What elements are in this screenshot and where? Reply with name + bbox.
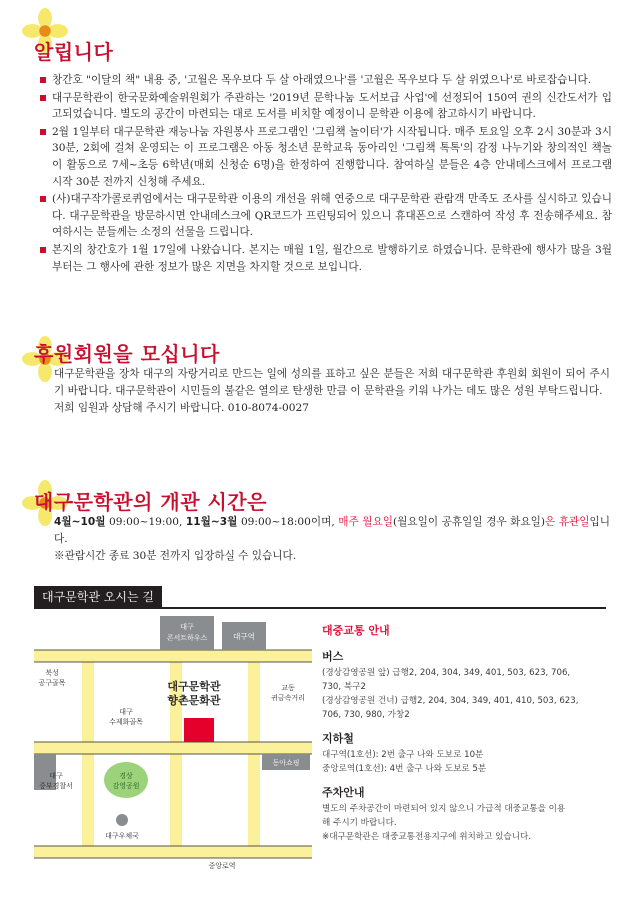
svg-text:수제화골목: 수제화골목 — [109, 718, 143, 726]
park-shape — [104, 762, 148, 798]
post-office-icon — [116, 814, 128, 826]
daegu-station-label: 대구역 — [233, 632, 255, 641]
bullet-icon — [40, 247, 46, 253]
park-label: 경상 — [119, 772, 133, 780]
target-label-1: 대구문학관 — [167, 680, 221, 693]
hours-title: 대구문학관의 개관 시간은 — [34, 490, 267, 514]
svg-text:공구골목: 공구골목 — [38, 679, 66, 687]
transit-info: 대중교통 안내 버스 (경상감영공원 앞) 급행2, 204, 304, 349, 401, 503, 623, 706, 730, 북구2 (경상감영공원 건너) 급행2, 204, 304, 349, 401, 410, 503, 623, 706, 730, 980, 가창2 지하철 대구역(1호선): 2번 출구 나와 도보로 10분 중앙로역(1호선): 4번 출구 나와 도보로 5분 주차안내 별도의 주차공간이 마련되어 있지 않으니 가급적 대중교통을 이용 해 주시기 바랍니다. ※대구문학관은 대중교통전용지구에 위치하고 있습니다. — [322, 622, 612, 844]
transit-title: 대중교통 안내 — [322, 624, 390, 637]
bullet-icon — [40, 95, 46, 101]
location-map — [34, 614, 312, 874]
concert-hall-box — [160, 616, 214, 650]
post-office-label: 대구우체국 — [105, 832, 139, 840]
svg-text:콘서트하우스: 콘서트하우스 — [166, 634, 208, 642]
members-contact: 저희 임원과 상담해 주시기 바랍니다. 010-8074-0027 — [54, 401, 310, 414]
hours-note: ※관람시간 종료 30분 전까지 입장하실 수 있습니다. — [54, 549, 297, 562]
directions-title: 대구문학관 오시는 길 — [34, 586, 162, 608]
list-item: (사)대구작가콜로퀴엄에서는 대구문학관 이용의 개선을 위해 연중으로 대구문학관 관람객 만족도 조사를 실시하고 있습니다. 대구문학관을 방문하시면 안내데스크에 QR코드가 프린팅되어 있으니 휴대폰으로 스캔하여 작성 후 전송해주세요. 참여하시는 분들께는 소정의 선물을 드립니다. — [40, 191, 612, 241]
sewing-label: 대구 — [119, 708, 133, 716]
svg-text:중부경찰서: 중부경찰서 — [39, 782, 73, 790]
svg-text:감영공원: 감영공원 — [112, 782, 140, 790]
list-item: 대구문학관이 한국문화예술위원회가 주관하는 '2019년 문학나눔 도서보급 사업'에 선정되어 150여 권의 신간도서가 입고되었습니다. 별도의 공간이 마련되는 대로 도서를 비치할 예정이니 문학관 이용에 참고하시기 바랍니다. — [40, 90, 612, 123]
members-body: 대구문학관을 장차 대구의 자랑거리로 만드는 일에 성의를 표하고 싶은 분들은 저희 대구문학관 후원회 회원이 되어 주시기 바랍니다. 대구문학관이 시민들의 불같은 열의로 탄생한 만큼 이 문학관을 키워 나가는 데도 많은 성원 부탁드립니다. 저희 임원과 상담해 주시기 바랍니다. 010-8074-0027 — [54, 368, 610, 414]
parking-title: 주차안내 — [322, 786, 365, 799]
bullet-icon — [40, 196, 46, 202]
bullet-icon — [40, 129, 46, 135]
dongah-label: 동아쇼핑 — [272, 759, 300, 767]
jewelry-label: 교동 — [281, 684, 295, 692]
divider — [34, 607, 606, 609]
police-label: 대구 — [49, 772, 63, 780]
bukseong-label: 북성 — [45, 669, 59, 677]
jungang-label: 중앙로역 — [208, 862, 236, 870]
subway-title: 지하철 — [322, 732, 354, 745]
bus-title: 버스 — [322, 650, 344, 663]
notice-title: 알립니다 — [34, 40, 114, 64]
hours-body: 4월~10월 09:00~19:00, 11월~3월 09:00~18:00이며, 매주 월요일(월요일이 공휴일일 경우 화요일)은 휴관일입니다. ※관람시간 종료 30분 전까지 입장하실 수 있습니다. — [54, 516, 610, 562]
target-marker — [184, 718, 214, 742]
notice-list — [40, 72, 612, 276]
list-item: 2월 1일부터 대구문학관 재능나눔 자원봉사 프로그램인 '그림책 놀이터'가 시작됩니다. 매주 토요일 오후 2시 30분과 3시 30분, 2회에 걸쳐 운영되는 이 프로그램은 아동 청소년 문학교육 동아리인 '그림책 톡톡'의 감정 나누기와 창의적인 책놀이 활동으로 7세~초등 6학년(매회 신청순 6명)을 한정하여 진행합니다. 참여하실 분들은 4층 안내데스크에서 프로그램 시작 30분 전까지 신청해 주세요. — [40, 124, 612, 190]
list-item: 창간호 "이달의 책" 내용 중, '고월은 목우보다 두 살 아래였으나'를 '고월은 목우보다 두 살 위였으나'로 바로잡습니다. — [40, 72, 612, 89]
bullet-icon — [40, 77, 46, 83]
target-label-2: 향촌문화관 — [167, 694, 221, 707]
members-title: 후원회원을 모십니다 — [34, 342, 220, 366]
list-item: 본지의 창간호가 1월 17일에 나왔습니다. 본지는 매월 1일, 월간으로 발행하기로 하였습니다. 문학관에 행사가 많을 3월부터는 그 행사에 관한 정보가 많은 지면을 차지할 것으로 보입니다. — [40, 242, 612, 275]
concert-hall-label: 대구 — [180, 623, 194, 631]
svg-text:귀금속거리: 귀금속거리 — [271, 694, 305, 702]
